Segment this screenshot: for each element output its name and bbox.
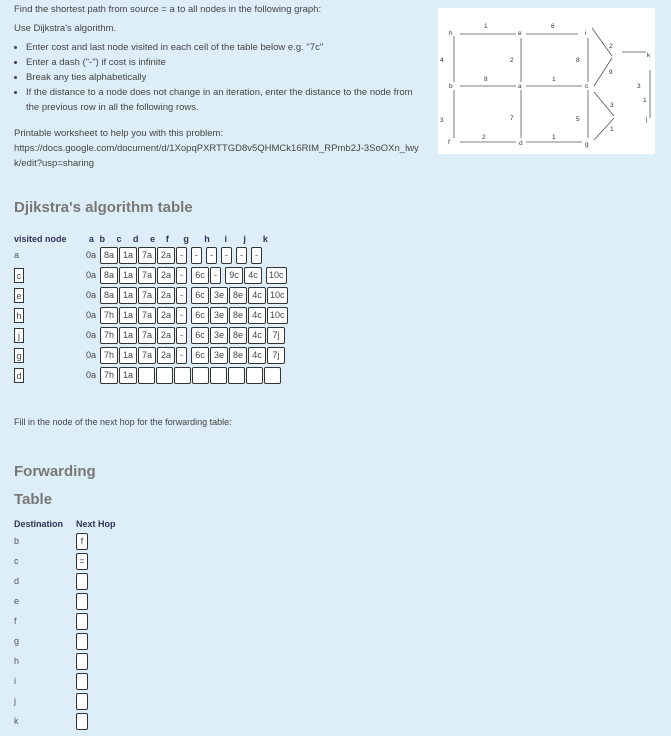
dijkstra-table-header — [14, 233, 289, 245]
next-hop-header: Next Hop — [76, 519, 116, 529]
forwarding-instruction: Fill in the node of the next hop for the forwarding table: — [14, 417, 232, 427]
cell-i-input[interactable]: 8e — [229, 287, 247, 304]
weight-i-c: 8 — [576, 57, 580, 64]
cell-j-input[interactable]: 4c — [244, 267, 262, 284]
next-hop-input[interactable] — [76, 713, 88, 730]
node-f: f — [448, 139, 450, 146]
cell-k-input[interactable]: 7j — [267, 327, 285, 344]
node-g: g — [585, 141, 589, 148]
cell-j-input[interactable]: - — [236, 247, 247, 264]
cell-i-input[interactable]: 8e — [229, 327, 247, 344]
destination-value: g — [14, 636, 20, 646]
cell-h-input[interactable]: 3e — [210, 327, 228, 344]
cell-f-input[interactable] — [174, 367, 191, 384]
next-hop-input[interactable] — [76, 633, 88, 650]
cell-j-input[interactable]: 4c — [248, 307, 266, 324]
cell-g-input[interactable]: - — [191, 247, 202, 264]
network-graph — [438, 8, 655, 154]
cell-j-input[interactable] — [246, 367, 263, 384]
col-header-g: g — [183, 234, 189, 244]
table-row — [14, 671, 116, 691]
weight-e-i: 6 — [551, 23, 555, 30]
weight-g-j: 1 — [610, 126, 614, 133]
instruction-bullet: • Break any ties alphabetically — [26, 70, 426, 85]
table-row — [14, 571, 116, 591]
weight-a-d: 7 — [510, 115, 514, 122]
dijkstra-title: Djikstra's algorithm table — [14, 199, 193, 216]
node-e: e — [518, 30, 522, 37]
table-row — [14, 591, 116, 611]
instructions — [14, 2, 426, 171]
node-c: c — [585, 83, 589, 90]
weight-j-extra: 1 — [643, 97, 647, 104]
worksheet-label: Printable worksheet to help you with this problem: — [14, 128, 224, 139]
cell-k-input[interactable] — [264, 367, 281, 384]
destination-header: Destination — [14, 519, 64, 529]
node-j: j — [646, 116, 648, 123]
col-header-i: i — [224, 234, 228, 244]
visited-node-input[interactable]: d — [14, 368, 24, 383]
edge-i-k — [592, 28, 612, 56]
cell-c-input[interactable]: 1a — [119, 287, 137, 304]
destination-value: i — [14, 676, 16, 686]
cell-b-input[interactable]: 8a — [100, 287, 118, 304]
destination-value: f — [14, 616, 17, 626]
next-hop-input[interactable] — [76, 613, 88, 630]
cell-f-input[interactable]: - — [176, 267, 187, 284]
node-d: d — [519, 140, 523, 147]
table-row — [14, 691, 116, 711]
cell-a: 0a — [86, 370, 97, 380]
next-hop-input[interactable] — [76, 573, 88, 590]
destination-value: j — [14, 696, 16, 706]
table-row — [14, 285, 289, 305]
table-row — [14, 265, 289, 285]
next-hop-input[interactable]: = — [76, 553, 88, 570]
cell-c-input[interactable]: 1a — [119, 327, 137, 344]
weight-c-g: 5 — [576, 116, 580, 123]
node-a: a — [518, 83, 522, 90]
cell-h-input[interactable]: - — [206, 247, 217, 264]
table-row — [14, 305, 289, 325]
cell-d-input[interactable]: 7a — [138, 327, 156, 344]
cell-a: 0a — [86, 250, 97, 260]
next-hop-input[interactable] — [76, 673, 88, 690]
cell-i-input[interactable]: 9c — [225, 267, 243, 284]
cell-h-input[interactable]: 3e — [210, 347, 228, 364]
weight-k-j: 3 — [637, 83, 641, 90]
cell-e-input[interactable]: 2a — [157, 247, 175, 264]
cell-h-input[interactable] — [210, 367, 227, 384]
instruction-bullet: • Enter cost and last node visited in each cell of the table below e.g. "7c" — [26, 40, 426, 55]
forwarding-title-line1: Forwarding — [14, 463, 96, 480]
table-row — [14, 245, 289, 265]
weight-h-b: 4 — [440, 57, 444, 64]
instructions-line1: Find the shortest path from source = a to all nodes in the following graph: — [14, 4, 322, 15]
next-hop-input[interactable] — [76, 593, 88, 610]
instructions-list — [14, 40, 426, 115]
destination-value: c — [14, 556, 19, 566]
cell-e-input[interactable]: 2a — [157, 307, 175, 324]
destination-value: k — [14, 716, 19, 726]
destination-value: b — [14, 536, 20, 546]
dijkstra-table — [14, 233, 289, 385]
cell-c-input[interactable]: 1a — [119, 367, 137, 384]
forwarding-title — [14, 458, 96, 514]
next-hop-input[interactable] — [76, 693, 88, 710]
cell-e-input[interactable]: 2a — [157, 267, 175, 284]
col-header-b: b — [99, 234, 105, 244]
col-header-j: j — [243, 234, 246, 244]
destination-value: e — [14, 596, 20, 606]
cell-f-input[interactable]: - — [176, 347, 187, 364]
table-row — [14, 651, 116, 671]
cell-b-input[interactable]: 7h — [100, 327, 118, 344]
table-row — [14, 345, 289, 365]
visited-node-input[interactable]: j — [14, 328, 24, 343]
cell-g-input[interactable]: 6c — [191, 347, 209, 364]
instruction-bullet: • Enter a dash ("-") if cost is infinite — [26, 55, 426, 70]
visited-node-value: a — [14, 250, 20, 260]
cell-i-input[interactable]: 8e — [229, 347, 247, 364]
node-i: i — [585, 30, 587, 37]
destination-value: h — [14, 656, 20, 666]
cell-d-input[interactable]: 7a — [138, 267, 156, 284]
next-hop-input[interactable]: f — [76, 533, 88, 550]
col-header-c: c — [116, 234, 122, 244]
table-row — [14, 711, 116, 731]
cell-g-input[interactable]: 6c — [191, 287, 209, 304]
col-header-f: f — [165, 234, 169, 244]
cell-e-input[interactable]: 2a — [157, 327, 175, 344]
cell-c-input[interactable]: 1a — [119, 347, 137, 364]
cell-e-input[interactable]: 2a — [157, 347, 175, 364]
cell-k-input[interactable]: 10c — [267, 287, 288, 304]
cell-e-input[interactable]: 2a — [157, 287, 175, 304]
weight-b-f: 3 — [440, 117, 444, 124]
cell-j-input[interactable]: 4c — [248, 287, 266, 304]
cell-b-input[interactable]: 8a — [100, 267, 118, 284]
cell-b-input[interactable]: 8a — [100, 247, 118, 264]
cell-i-input[interactable] — [228, 367, 245, 384]
cell-a: 0a — [86, 270, 97, 280]
weight-h-e: 1 — [484, 23, 488, 30]
node-b: b — [449, 83, 453, 90]
cell-j-input[interactable]: 4c — [248, 347, 266, 364]
cell-g-input[interactable] — [192, 367, 209, 384]
table-row — [14, 611, 116, 631]
visited-node-input[interactable]: h — [14, 308, 24, 323]
table-row — [14, 365, 289, 385]
cell-k-input[interactable]: 10c — [266, 267, 287, 284]
col-header-h: h — [204, 234, 210, 244]
visited-node-header: visited node — [14, 234, 67, 244]
cell-i-input[interactable]: 8e — [229, 307, 247, 324]
weight-c-k: 9 — [609, 69, 613, 76]
cell-f-input[interactable]: - — [176, 247, 187, 264]
weight-f-d: 2 — [482, 134, 486, 141]
cell-f-input[interactable]: - — [176, 307, 187, 324]
weight-b-a: 8 — [484, 76, 488, 83]
cell-a: 0a — [86, 350, 97, 360]
cell-a: 0a — [86, 310, 97, 320]
cell-d-input[interactable]: 7a — [138, 347, 156, 364]
cell-e-input[interactable] — [156, 367, 173, 384]
weight-d-g: 1 — [552, 134, 556, 141]
col-header-k: k — [262, 234, 268, 244]
cell-a: 0a — [86, 330, 97, 340]
cell-b-input[interactable]: 7h — [100, 307, 118, 324]
cell-k-input[interactable]: 7j — [267, 347, 285, 364]
cell-h-input[interactable]: - — [210, 267, 221, 284]
col-header-a: a — [88, 234, 94, 244]
cell-j-input[interactable]: 4c — [248, 327, 266, 344]
forwarding-title-line2: Table — [14, 491, 53, 508]
table-row — [14, 631, 116, 651]
cell-c-input[interactable]: 1a — [119, 307, 137, 324]
cell-d-input[interactable] — [138, 367, 155, 384]
cell-f-input[interactable]: - — [176, 327, 187, 344]
cell-f-input[interactable]: - — [176, 287, 187, 304]
cell-b-input[interactable]: 7h — [100, 367, 118, 384]
cell-k-input[interactable]: - — [251, 247, 262, 264]
table-row — [14, 531, 116, 551]
col-header-d: d — [133, 234, 139, 244]
cell-h-input[interactable]: 3e — [210, 287, 228, 304]
cell-i-input[interactable]: - — [221, 247, 232, 264]
cell-g-input[interactable]: 6c — [191, 267, 209, 284]
cell-c-input[interactable]: 1a — [119, 267, 137, 284]
cell-c-input[interactable]: 1a — [119, 247, 137, 264]
cell-b-input[interactable]: 7h — [100, 347, 118, 364]
cell-d-input[interactable]: 7a — [138, 247, 156, 264]
forwarding-table-header — [14, 519, 116, 531]
visited-node-input[interactable]: e — [14, 288, 24, 303]
weight-e-a: 2 — [510, 57, 514, 64]
weight-i-k: 2 — [609, 43, 613, 50]
node-h: h — [449, 30, 453, 37]
node-k: k — [647, 52, 651, 59]
cell-d-input[interactable]: 7a — [138, 307, 156, 324]
next-hop-input[interactable] — [76, 653, 88, 670]
col-header-e: e — [150, 234, 156, 244]
weight-a-c: 1 — [552, 76, 556, 83]
cell-d-input[interactable]: 7a — [138, 287, 156, 304]
instruction-bullet: • If the distance to a node does not change in an iteration, enter the distance to the node from the previous row in all the following rows. — [26, 85, 426, 115]
visited-node-input[interactable]: g — [14, 348, 24, 363]
cell-k-input[interactable]: 10c — [267, 307, 288, 324]
cell-g-input[interactable]: 6c — [191, 327, 209, 344]
visited-node-input[interactable]: c — [14, 268, 24, 283]
instructions-line2: Use Dijkstra's algorithm. — [14, 23, 117, 34]
cell-a: 0a — [86, 290, 97, 300]
worksheet-link[interactable]: https://docs.google.com/document/d/1XopqPXRTTGD8v5QHMCk16RIM_RPmb2J-3SoOXn_lwyk/edit?usp=sharing — [14, 143, 419, 169]
cell-g-input[interactable]: 6c — [191, 307, 209, 324]
cell-h-input[interactable]: 3e — [210, 307, 228, 324]
table-row — [14, 325, 289, 345]
weight-c-j: 3 — [610, 102, 614, 109]
table-row — [14, 551, 116, 571]
forwarding-table — [14, 519, 116, 731]
destination-value: d — [14, 576, 20, 586]
